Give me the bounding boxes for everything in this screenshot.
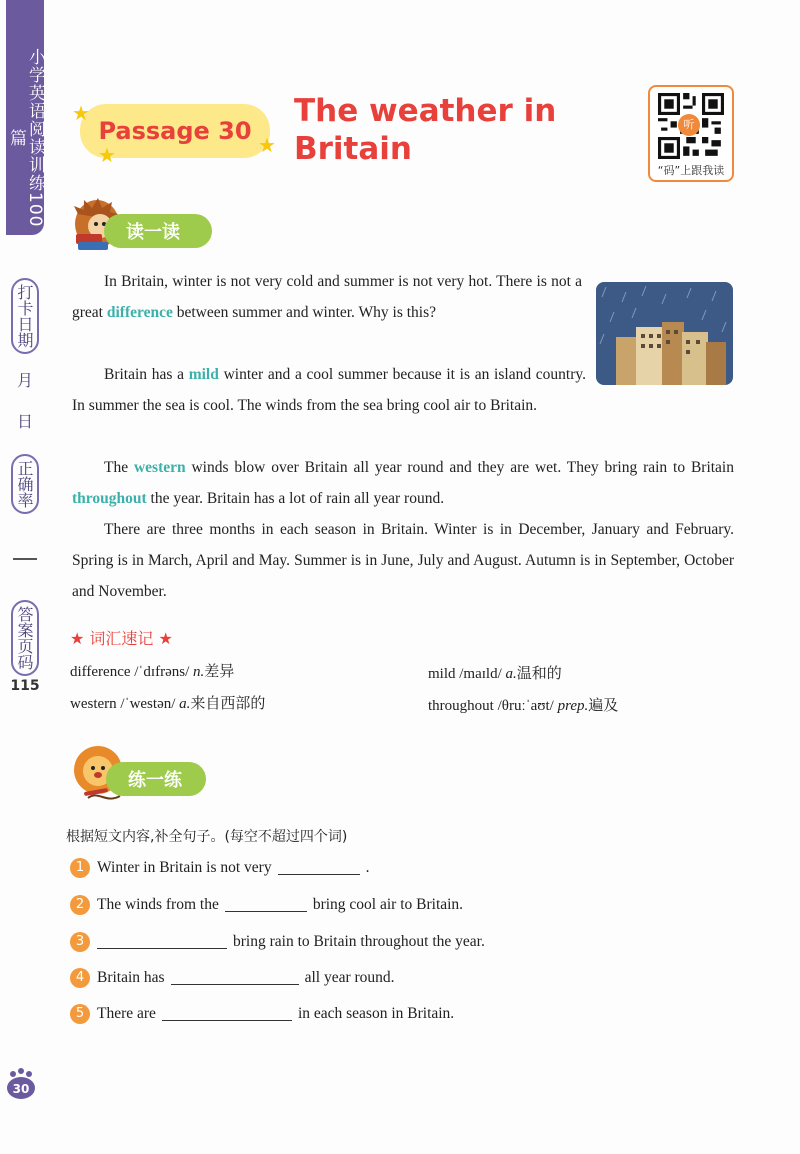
exercise-text-after: bring rain to Britain throughout the year. [233, 933, 485, 950]
vocab-word: throughout [428, 698, 494, 714]
practice-section-header: 练一练 [106, 762, 206, 796]
exercise-text-after: bring cool air to Britain. [312, 896, 464, 913]
exercise-text-before: The winds from the [97, 896, 219, 913]
passage-paragraph-4: There are three months in each season in Britain. Winter is in December, January and February. Spring is in March, April and May. Summer is in June, July and August. Autumn is in September, October and November. [72, 521, 734, 600]
vocab-item [428, 662, 562, 683]
exercise-number: 1 [70, 858, 90, 878]
vocab-item [70, 692, 265, 713]
vocab-pos: a. [179, 696, 191, 712]
answer-blank[interactable] [171, 971, 299, 985]
month-label: 月 [16, 371, 33, 390]
vocab-phonetic: /ˈwestən/ [120, 696, 176, 712]
exercise-number: 4 [70, 968, 90, 988]
vocab-meaning: 来自西部的 [190, 696, 266, 712]
vocab-phonetic: /ˈdɪfrəns/ [134, 664, 190, 680]
exercise-text-after: in each season in Britain. [297, 1005, 455, 1022]
exercise-number: 2 [70, 895, 90, 915]
vocab-pos: a. [505, 666, 517, 682]
vocab-meaning: 遍及 [588, 698, 619, 714]
divider [13, 558, 37, 560]
vocab-word: mild [428, 666, 456, 682]
page-number: 30 [12, 1082, 30, 1096]
vocab-title: ★ 词汇速记 ★ [70, 629, 173, 648]
vocab-pos: n. [193, 664, 205, 680]
vocab-meaning: 温和的 [516, 666, 562, 682]
passage-paragraph-2 [72, 359, 734, 421]
exercise-text-after: all year round. [304, 969, 395, 986]
page-title [294, 92, 594, 168]
title-line-1: The weather in [294, 93, 557, 129]
vocab-phonetic: /θruːˈaʊt/ [497, 698, 554, 714]
exercise-number: 5 [70, 1004, 90, 1024]
qr-label: “码”上跟我读 [657, 164, 725, 177]
vocab-phonetic: /maɪld/ [459, 666, 502, 682]
vocab-pos: prep. [557, 698, 589, 714]
answer-blank[interactable] [97, 935, 227, 949]
answer-blank[interactable] [162, 1007, 292, 1021]
passage-badge: Passage 30 [80, 104, 270, 158]
passage-paragraph-3 [72, 452, 734, 514]
day-label: 日 [16, 412, 33, 431]
vocab-item [70, 660, 234, 681]
vocab-word: western [70, 696, 117, 712]
answer-blank[interactable] [225, 898, 307, 912]
answer-page-number: 115 [10, 678, 40, 694]
qr-code-box[interactable] [648, 85, 734, 182]
checkin-column [6, 278, 44, 694]
exercise-text-before: Winter in Britain is not very [97, 859, 272, 876]
book-title: 小学英语阅读训练100篇 [6, 47, 45, 228]
passage-paragraph-1 [72, 266, 582, 328]
exercise-item-4 [70, 968, 395, 988]
p3-text-a: The [104, 459, 134, 476]
answer-page-label: 答案页码 [11, 600, 39, 676]
p1-text-b: between summer and winter. Why is this? [172, 304, 437, 321]
p3-text-c: the year. Britain has a lot of rain all year round. [146, 490, 445, 507]
listen-badge: 听 [678, 114, 700, 136]
exercise-item-5 [70, 1004, 454, 1024]
exercise-number: 3 [70, 932, 90, 952]
vocab-meaning: 差异 [204, 664, 235, 680]
exercise-text-before: Britain has [97, 969, 165, 986]
checkin-label: 打卡日期 [11, 278, 39, 354]
exercise-item-1 [70, 858, 369, 878]
keyword-mild: mild [188, 366, 219, 383]
exercise-item-2 [70, 895, 463, 915]
star-icon: ★ [72, 103, 90, 125]
vocab-word: difference [70, 664, 131, 680]
p1-text-a: In Britain, winter is not very cold and summer is not very hot. There is not a great [72, 273, 582, 321]
keyword-throughout: throughout [72, 490, 147, 507]
title-line-2: Britain [294, 131, 412, 167]
keyword-western: western [133, 459, 186, 476]
book-title-tab [6, 0, 44, 235]
exercise-item-3 [70, 932, 485, 952]
accuracy-label: 正确率 [11, 454, 39, 514]
exercise-text-after: . [365, 859, 370, 876]
star-icon: ★ [98, 145, 116, 167]
exercise-text-before: There are [97, 1005, 156, 1022]
exercise-instruction: 根据短文内容,补全句子。(每空不超过四个词) [66, 829, 348, 845]
p3-text-b: winds blow over Britain all year round and they are wet. They bring rain to Britain [185, 459, 734, 476]
vocab-item [428, 694, 618, 715]
paw-page-badge [6, 1068, 36, 1100]
keyword-difference: difference [106, 304, 173, 321]
p2-text-b: winter and a cool summer because it is an island country. In summer the sea is cool. The winds from the sea bring cool air to Britain. [72, 366, 586, 414]
p2-text-a: Britain has a [104, 366, 189, 383]
answer-blank[interactable] [278, 861, 360, 875]
star-icon: ★ [258, 135, 276, 157]
read-section-header: 读一读 [104, 214, 212, 248]
